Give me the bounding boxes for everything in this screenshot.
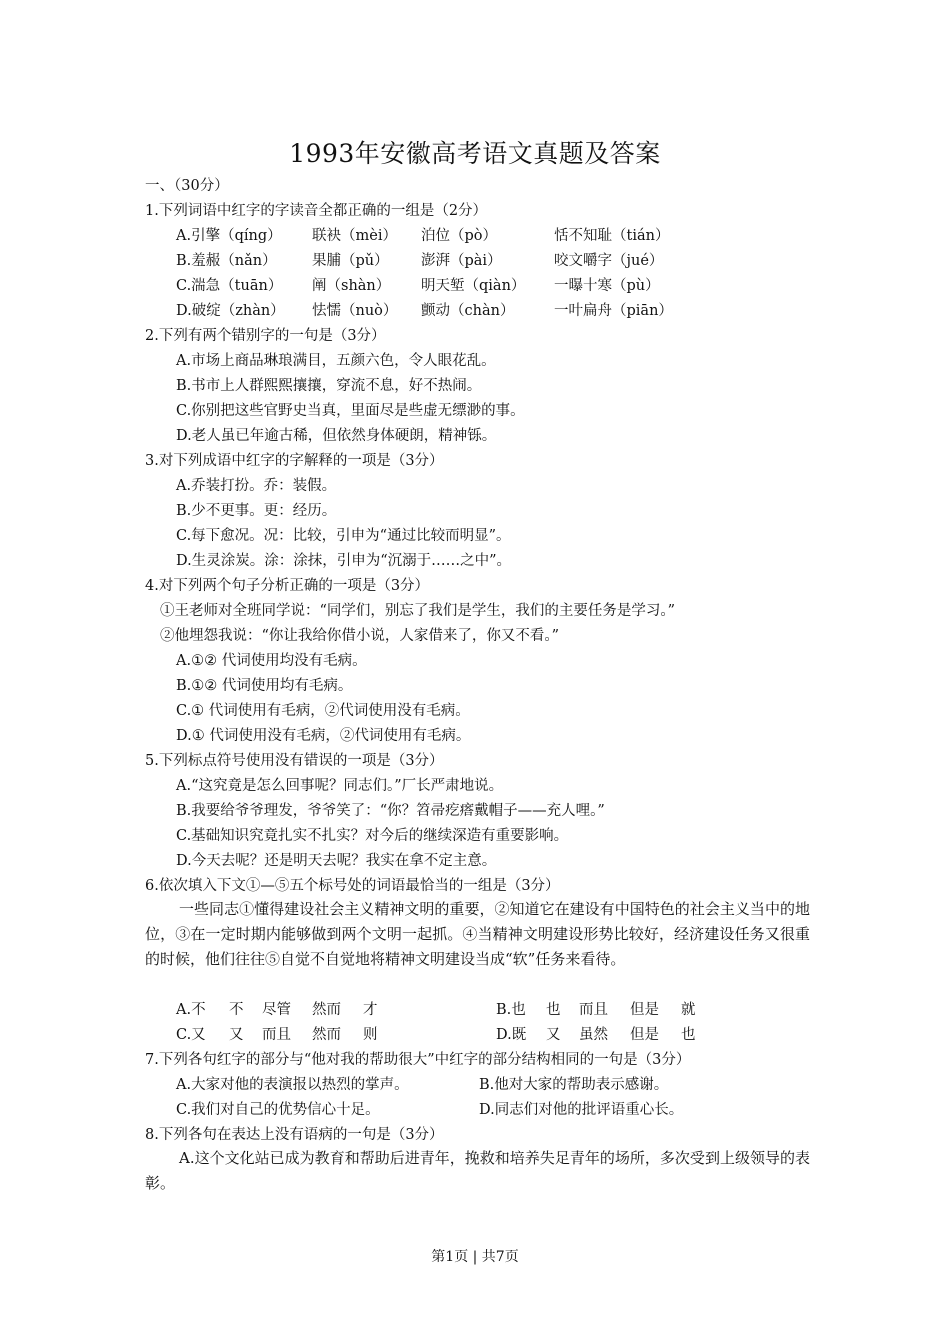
q7-option-b: B.他对大家的帮助表示感谢。 [479,1077,669,1093]
q1-cell: 一叶扁舟（piān） [554,303,673,319]
q1-cell: 泊位（pò） [421,228,498,244]
q2-option-a: A.市场上商品琳琅满目，五颜六色，令人眼花乱。 [176,353,496,369]
question-3-stem: 3.对下列成语中红字的字解释的一项是（3分） [145,453,444,469]
q6-word: 也 [546,1002,561,1018]
q3-option-a: A.乔装打扮。乔：装假。 [176,478,337,494]
q6-word: 虽然 [579,1027,608,1043]
q4-option-c: C.① 代词使用有毛病，②代词使用没有毛病。 [176,703,470,719]
q4-option-a: A.①② 代词使用均没有毛病。 [176,653,367,669]
q3-option-d: D.生灵涂炭。涂：涂抹，引申为“沉溺于……之中”。 [176,553,512,569]
q1-cell: B.羞赧（nǎn） [176,253,277,269]
q6-word: C.又 [176,1027,206,1043]
q6-word: 不 [229,1002,244,1018]
question-7-stem: 7.下列各句红字的部分与“他对我的帮助很大”中红字的部分结构相同的一句是（3分） [145,1052,691,1068]
q5-option-a: A.“这究竟是怎么回事呢？同志们。”厂长严肃地说。 [176,778,504,794]
q6-word: 然而 [312,1002,341,1018]
q6-passage: 一些同志①懂得建设社会主义精神文明的重要，②知道它在建设有中国特色的社会主义当中的地位，③在一定时期内能够做到两个文明一起抓。④当精神文明建设形势比较好，经济建设任务又很重的时候，他们往往⑤自觉不自觉地将精神文明建设当成“软”任务来看待。 [145,900,810,968]
q2-option-c: C.你别把这些官野史当真，里面尽是些虚无缥渺的事。 [176,403,525,419]
q3-option-b: B.少不更事。更：经历。 [176,503,337,519]
q6-word: 就 [681,1002,696,1018]
q5-option-d: D.今天去呢？还是明天去呢？我实在拿不定主意。 [176,853,497,869]
q3-option-c: C.每下愈况。况：比较，引申为“通过比较而明显”。 [176,528,511,544]
question-4-stem: 4.对下列两个句子分析正确的一项是（3分） [145,578,430,594]
q6-word: 也 [681,1027,696,1043]
q1-cell: 澎湃（pài） [421,253,502,269]
q6-word: 则 [363,1027,378,1043]
q4-sentence-1: ①王老师对全班同学说：“同学们，别忘了我们是学生，我们的主要任务是学习。” [160,603,676,619]
q1-cell: A.引擎（qíng） [176,228,282,244]
q6-word: D.既 [496,1027,527,1043]
q2-option-b: B.书市上人群熙熙攘攘，穿流不息，好不热闹。 [176,378,482,394]
q1-cell: 阐（shàn） [312,278,391,294]
q1-cell: 颤动（chàn） [421,303,515,319]
q1-cell: D.破绽（zhàn） [176,303,285,319]
q4-option-d: D.① 代词使用没有毛病，②代词使用有毛病。 [176,728,471,744]
q6-word: 但是 [630,1027,659,1043]
question-5-stem: 5.下列标点符号使用没有错误的一项是（3分） [145,753,444,769]
q4-sentence-2: ②他埋怨我说：“你让我给你借小说，人家借来了，你又不看。” [160,628,560,644]
q6-word: 又 [229,1027,244,1043]
q6-word: 而且 [262,1027,291,1043]
q1-cell: 明天堑（qiàn） [421,278,526,294]
q6-word: 才 [363,1002,378,1018]
question-1-stem: 1.下列词语中红字的字读音全都正确的一组是（2分） [145,203,488,219]
q7-option-c: C.我们对自己的优势信心十足。 [176,1102,380,1118]
q6-word: 尽管 [262,1002,291,1018]
q6-word: 又 [546,1027,561,1043]
q6-word: B.也 [496,1002,526,1018]
q1-cell: 果脯（pǔ） [312,253,389,269]
question-6-stem: 6.依次填入下文①—⑤五个标号处的词语最恰当的一组是（3分） [145,878,560,894]
q1-cell: 怯懦（nuò） [312,303,398,319]
question-2-stem: 2.下列有两个错别字的一句是（3分） [145,328,386,344]
question-8-stem: 8.下列各句在表达上没有语病的一句是（3分） [145,1127,444,1143]
page-footer: 第1页 | 共7页 [431,1249,519,1265]
q1-cell: 咬文嚼字（jué） [554,253,664,269]
q1-cell: C.湍急（tuān） [176,278,283,294]
q6-word: 而且 [579,1002,608,1018]
q1-cell: 联袂（mèi） [312,228,397,244]
q1-cell: 一曝十寒（pù） [554,278,660,294]
q6-word: 然而 [312,1027,341,1043]
q4-option-b: B.①② 代词使用均有毛病。 [176,678,353,694]
q2-option-d: D.老人虽已年逾古稀，但依然身体硬朗，精神铄。 [176,428,497,444]
q6-word: A.不 [176,1002,206,1018]
q5-option-c: C.基础知识究竟扎实不扎实？对今后的继续深造有重要影响。 [176,828,569,844]
page-title: 1993年安徽高考语文真题及答案 [289,139,661,168]
q1-cell: 恬不知耻（tián） [554,228,670,244]
q7-option-d: D.同志们对他的批评语重心长。 [479,1102,684,1118]
q6-word: 但是 [630,1002,659,1018]
q5-option-b: B.我要给爷爷理发，爷爷笑了：“你？笤帚疙瘩戴帽子——充人哩。” [176,803,605,819]
section-heading: 一、（30分） [145,178,229,194]
q8-option-a: A.这个文化站已成为教育和帮助后进青年，挽救和培养失足青年的场所，多次受到上级领导的表彰。 [145,1149,810,1192]
q7-option-a: A.大家对他的表演报以热烈的掌声。 [176,1077,409,1093]
